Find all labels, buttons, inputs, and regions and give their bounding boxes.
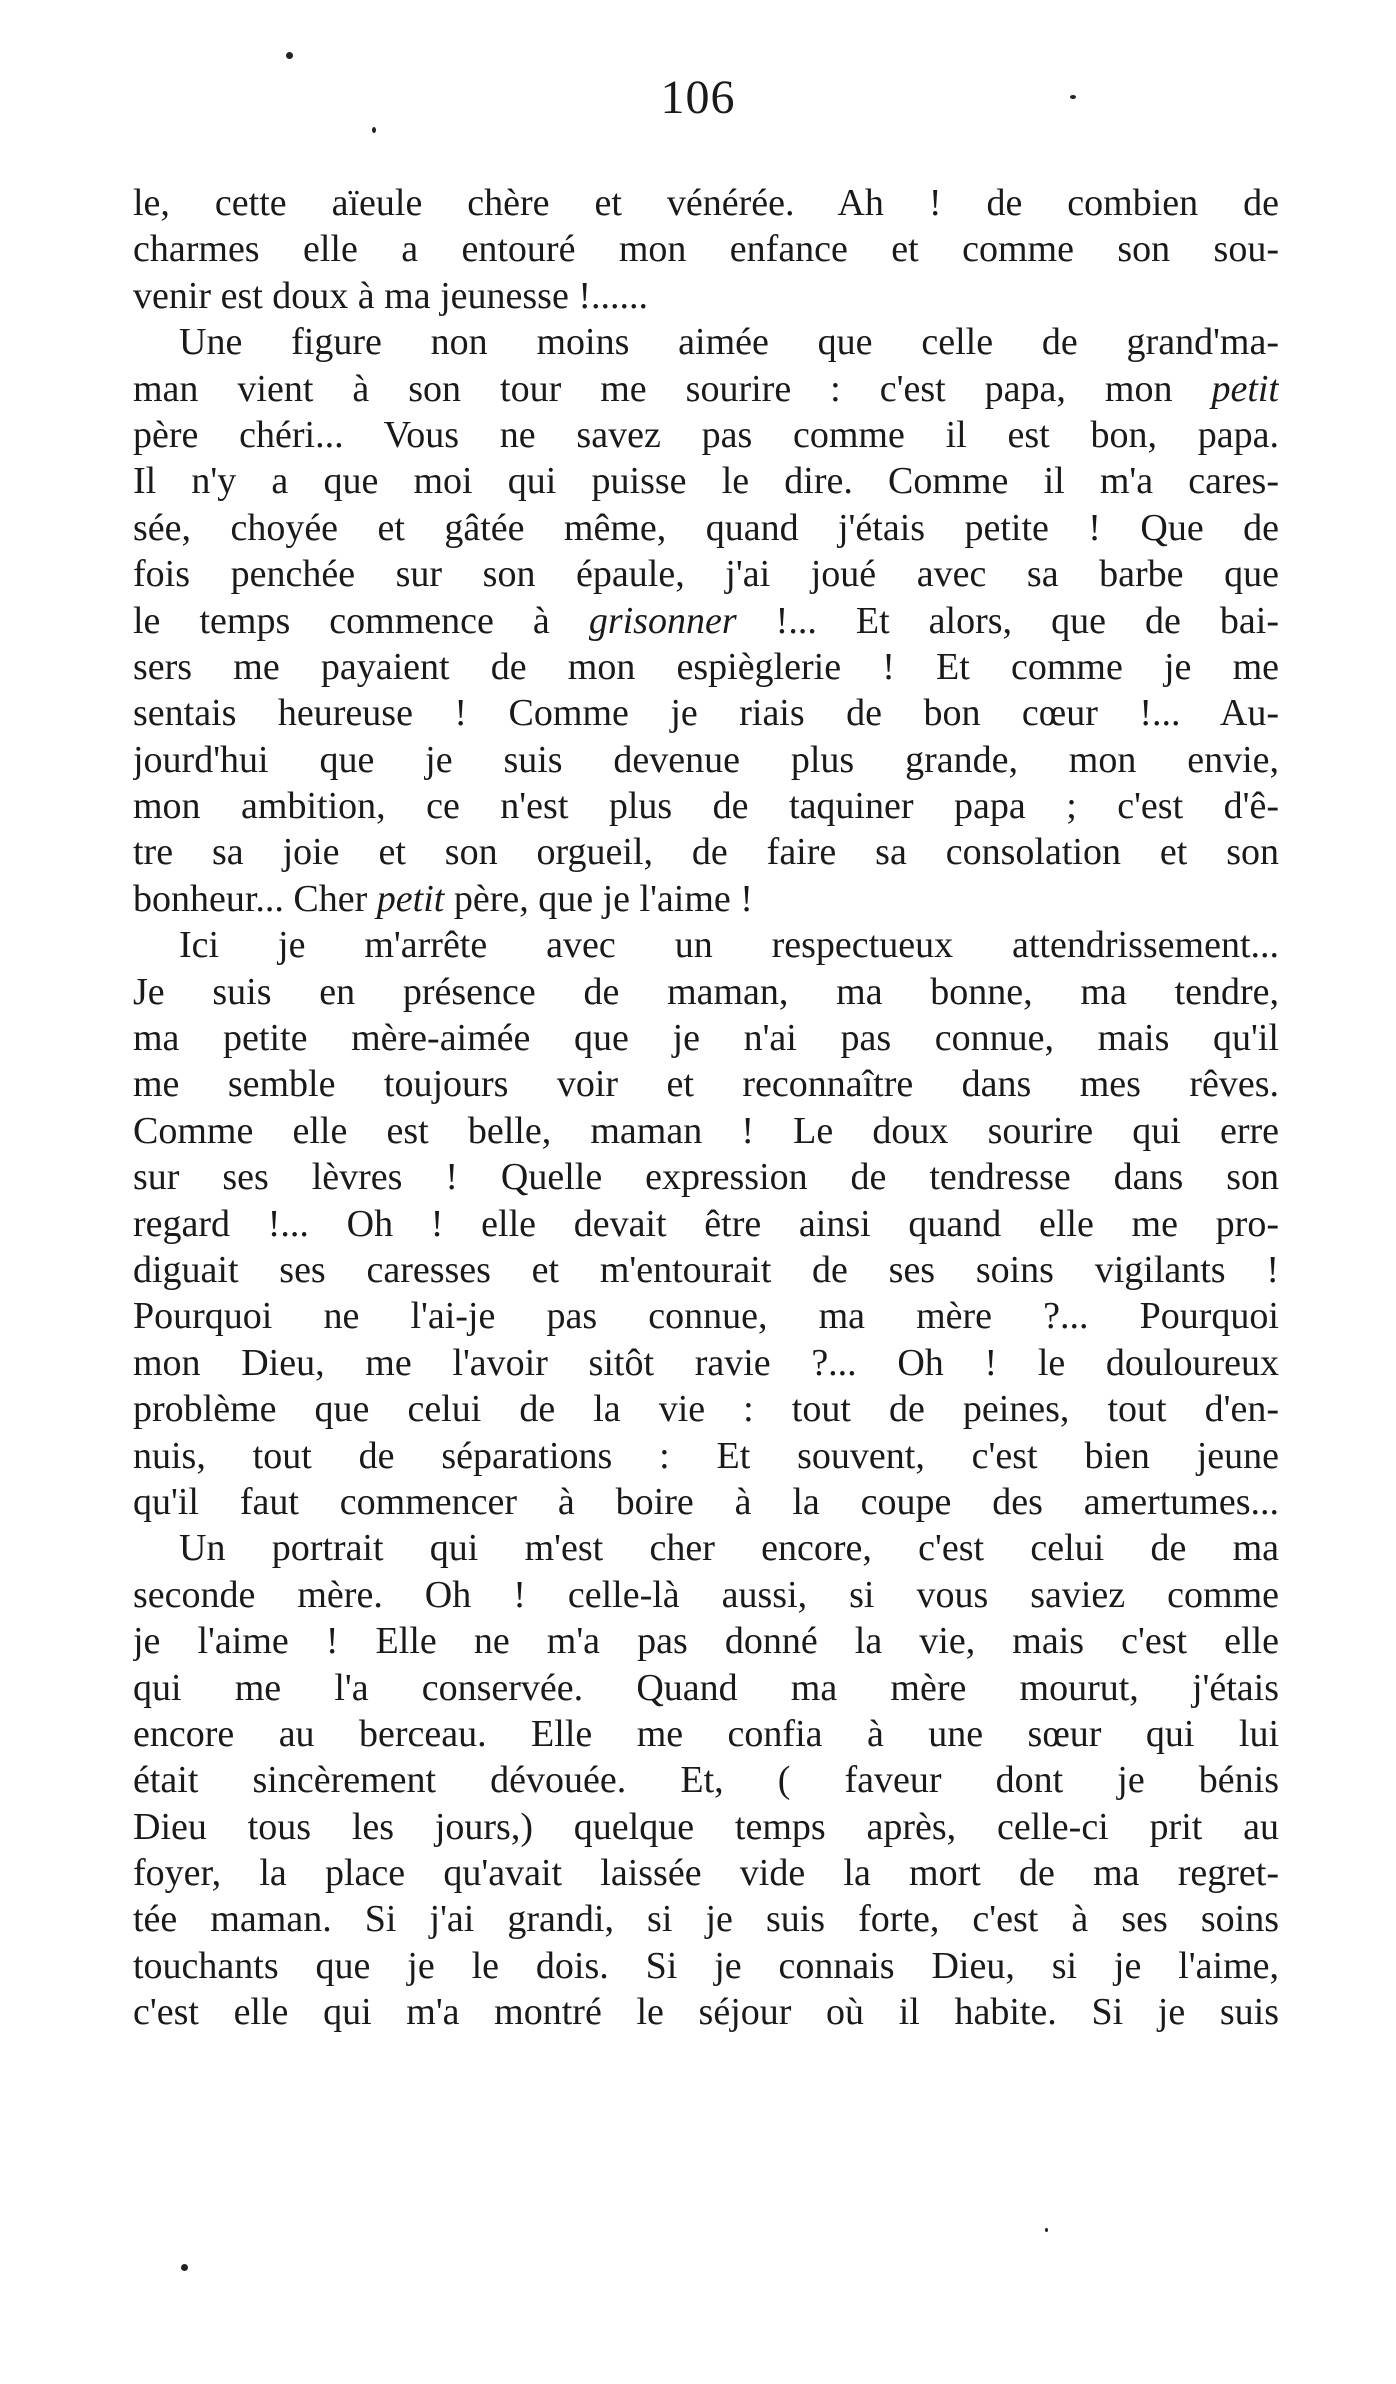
text-line: Un portrait qui m'est cher encore, c'est celui de ma [179,1527,1279,1570]
text-line: touchants que je le dois. Si je connais Dieu, si je l'aime, [133,1944,1279,1987]
text-line: bonheur... Cher petit père, que je l'aime ! [133,877,753,920]
text-line: charmes elle a entouré mon enfance et comme son sou- [133,228,1279,271]
text-line: man vient à son tour me sourire : c'est papa, mon petit [133,367,1279,410]
text-line: diguait ses caresses et m'entourait de ses soins vigilants ! [133,1248,1279,1291]
text-line: sentais heureuse ! Comme je riais de bon cœur !... Au- [133,692,1279,735]
text-line: seconde mère. Oh ! celle-là aussi, si vous saviez comme [133,1573,1279,1616]
text-line: ma petite mère-aimée que je n'ai pas connue, mais qu'il [133,1017,1279,1060]
text-line: problème que celui de la vie : tout de peines, tout d'en- [133,1388,1279,1431]
text-line: tre sa joie et son orgueil, de faire sa consolation et son [133,831,1279,874]
ink-speck [1070,95,1076,99]
text-line: venir est doux à ma jeunesse !...... [133,274,648,317]
text-line: Il n'y a que moi qui puisse le dire. Comme il m'a cares- [133,460,1279,503]
page-number: 106 [660,71,736,124]
text-line: père chéri... Vous ne savez pas comme il est bon, papa. [133,413,1279,456]
text-line: Pourquoi ne l'ai-je pas connue, ma mère ?... Pourquoi [133,1295,1279,1338]
text-line: Comme elle est belle, maman ! Le doux sourire qui erre [133,1109,1279,1152]
text-line: le temps commence à grisonner !... Et alors, que de bai- [133,599,1279,642]
text-line: tée maman. Si j'ai grandi, si je suis forte, c'est à ses soins [133,1898,1279,1941]
ink-speck [1045,2228,1048,2232]
text-line: qui me l'a conservée. Quand ma mère mourut, j'étais [133,1666,1279,1709]
text-line: sur ses lèvres ! Quelle expression de tendresse dans son [133,1156,1279,1199]
text-line: Dieu tous les jours,) quelque temps après, celle-ci prit au [133,1805,1279,1848]
text-line: qu'il faut commencer à boire à la coupe des amertumes... [133,1480,1279,1523]
text-line: mon Dieu, me l'avoir sitôt ravie ?... Oh ! le douloureux [133,1341,1279,1384]
text-line: Une figure non moins aimée que celle de grand'ma- [179,321,1279,364]
text-line: Ici je m'arrête avec un respectueux attendrissement... [179,924,1279,967]
text-line: Je suis en présence de maman, ma bonne, ma tendre, [133,970,1279,1013]
text-line: était sincèrement dévouée. Et, ( faveur dont je bénis [133,1759,1279,1802]
text-line: c'est elle qui m'a montré le séjour où il habite. Si je suis [133,1991,1279,2034]
text-line: me semble toujours voir et reconnaître dans mes rêves. [133,1063,1279,1106]
text-line: foyer, la place qu'avait laissée vide la mort de ma regret- [133,1852,1279,1895]
ink-speck [372,127,376,133]
text-line: le, cette aïeule chère et vénérée. Ah ! de combien de [133,182,1279,224]
text-line: sers me payaient de mon espièglerie ! Et comme je me [133,645,1279,688]
text-line: nuis, tout de séparations : Et souvent, c'est bien jeune [133,1434,1279,1477]
text-line: jourd'hui que je suis devenue plus grande, mon envie, [133,738,1279,781]
ink-speck [286,52,293,59]
text-line: regard !... Oh ! elle devait être ainsi quand elle me pro- [133,1202,1279,1245]
text-line: fois penchée sur son épaule, j'ai joué avec sa barbe que [133,553,1279,596]
text-line: encore au berceau. Elle me confia à une sœur qui lui [133,1712,1279,1755]
ink-speck [181,2264,188,2271]
text-line: sée, choyée et gâtée même, quand j'étais petite ! Que de [133,506,1279,549]
text-line: mon ambition, ce n'est plus de taquiner papa ; c'est d'ê- [133,785,1279,828]
text-line: je l'aime ! Elle ne m'a pas donné la vie, mais c'est elle [133,1620,1279,1663]
body-text [133,180,1279,2036]
